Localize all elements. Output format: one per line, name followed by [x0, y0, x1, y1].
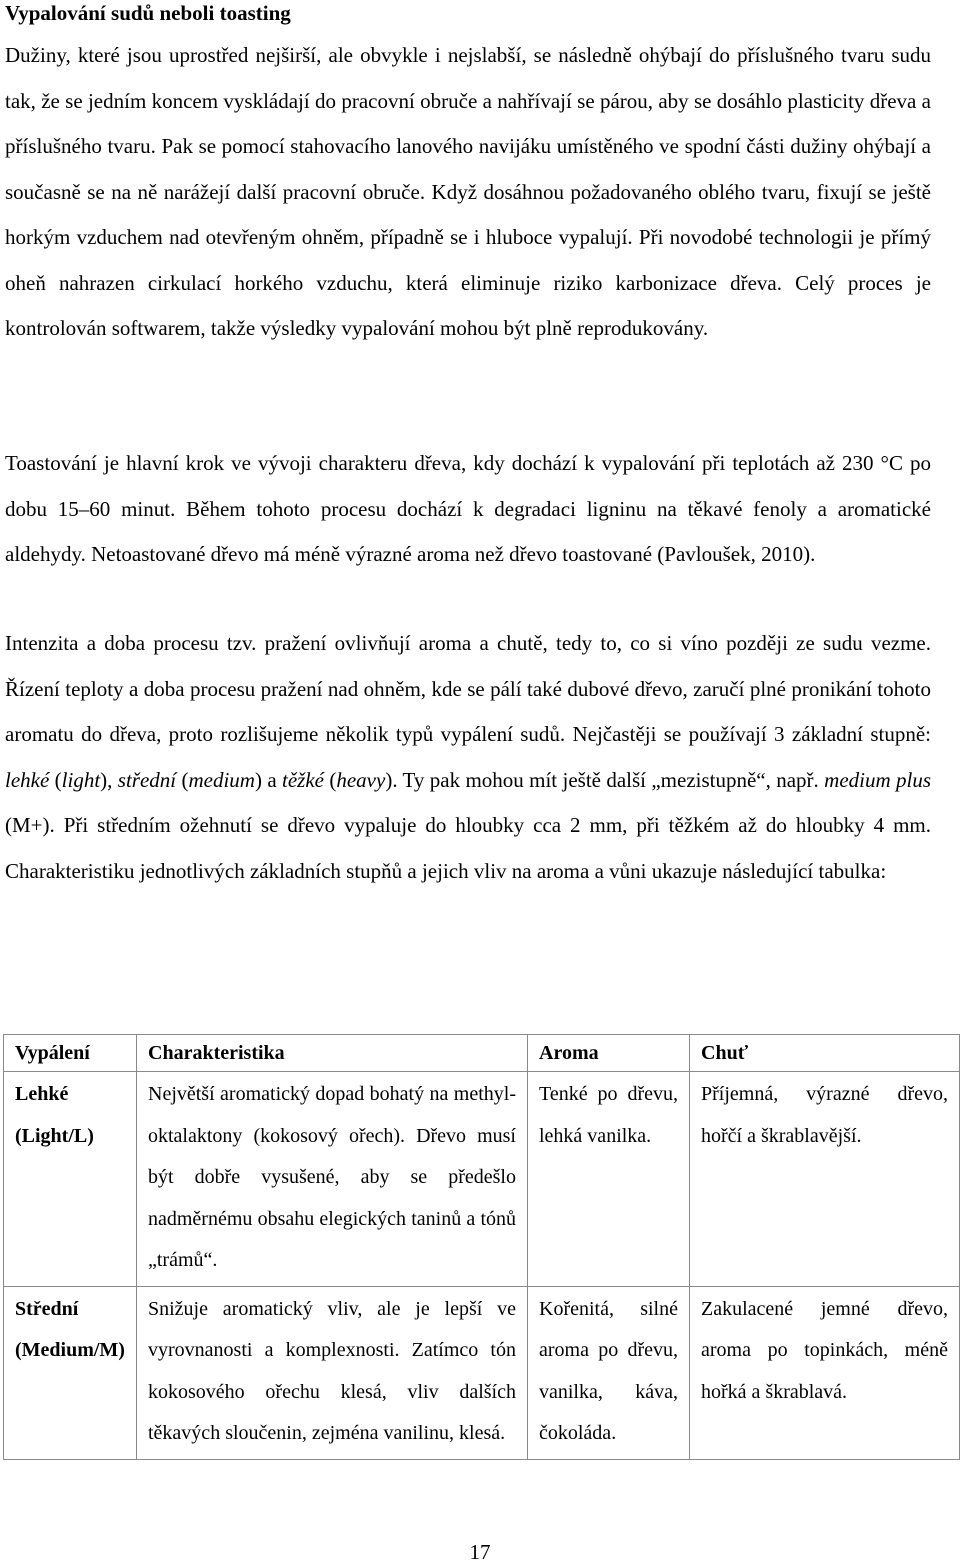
paragraph-toasting: Toastování je hlavní krok ve vývoji charakteru dřeva, kdy dochází k vypalování při teplotách až 230 °C po dobu 15–60 minut. Během tohoto procesu dochází k degradaci ligninu na těkavé fenoly a aromatické aldehydy. Netoastované dřevo má méně výrazné aroma než dřevo toastované (Pavloušek, 2010).: [5, 451, 931, 566]
table-row: [4, 1286, 960, 1459]
page-number: 17: [469, 1540, 491, 1564]
section-heading: Vypalování sudů neboli toasting: [5, 1, 291, 25]
toasting-levels-table: [3, 1034, 960, 1460]
header-toasting: Vypálení: [4, 1035, 137, 1072]
cell-aroma: Tenké po dřevu, lehká vanilka.: [528, 1072, 690, 1287]
paragraph-staves-bending: Dužiny, které jsou uprostřed nejširší, ale obvykle i nejslabší, se následně ohýbají do příslušného tvaru sudu tak, že se jedním koncem vyskládají do pracovní obruče a nahřívají se párou, aby se dosáhlo plasticity dřeva a příslušného tvaru. Pak se pomocí stahovacího lanového navijáku umístěného ve spodní části dužiny ohýbají a současně se na ně narážejí další pracovní obruče. Když dosáhnou požadovaného oblého tvaru, fixují se ještě horkým vzduchem nad otevřeným ohněm, případně se i hluboce vypalují. Při novodobé technologii je přímý oheň nahrazen cirkulací horkého vzduchu, která eliminuje riziko karbonizace dřeva. Celý proces je kontrolován softwarem, takže výsledky vypalování mohou být plně reprodukovány.: [5, 43, 931, 340]
cell-level: Lehké (Light/L): [4, 1072, 137, 1287]
table-row: [4, 1072, 960, 1287]
cell-level: Střední (Medium/M): [4, 1286, 137, 1459]
paragraph-toast-levels: Intenzita a doba procesu tzv. pražení ovlivňují aroma a chutě, tedy to, co si víno později ze sudu vezme. Řízení teploty a doba procesu pražení nad ohněm, kde se pálí také dubové dřevo, zaručí plné pronikání tohoto aromatu do dřeva, proto rozlišujeme několik typů vypálení sudů. Nejčastěji se používají 3 základní stupně: lehké (light), střední (medium) a těžké (heavy). Ty pak mohou mít ještě další „mezistupně“, např. medium plus (M+). Při středním ožehnutí se dřevo vypaluje do hloubky cca 2 mm, při těžkém až do hloubky 4 mm. Charakteristiku jednotlivých základních stupňů a jejich vliv na aroma a vůni ukazuje následující tabulka:: [5, 631, 932, 883]
cell-aroma: Kořenitá, silné aroma po dřevu, vanilka, káva, čokoláda.: [528, 1286, 690, 1459]
header-characteristic: Charakteristika: [137, 1035, 528, 1072]
cell-characteristic: Největší aromatický dopad bohatý na methyl-oktalaktony (kokosový ořech). Dřevo musí být dobře vysušené, aby se předešlo nadměrnému obsahu elegických taninů a tónů „trámů“.: [137, 1072, 528, 1287]
header-taste: Chuť: [690, 1035, 960, 1072]
cell-taste: Příjemná, výrazné dřevo, hořčí a škrablavější.: [690, 1072, 960, 1287]
cell-taste: Zakulacené jemné dřevo, aroma po topinkách, méně hořká a škrablavá.: [690, 1286, 960, 1459]
header-aroma: Aroma: [528, 1035, 690, 1072]
cell-characteristic: Snižuje aromatický vliv, ale je lepší ve vyrovnanosti a komplexnosti. Zatímco tón kokosového ořechu klesá, vliv dalších těkavých sloučenin, zejména vanilinu, klesá.: [137, 1286, 528, 1459]
table-header-row: [4, 1035, 960, 1072]
